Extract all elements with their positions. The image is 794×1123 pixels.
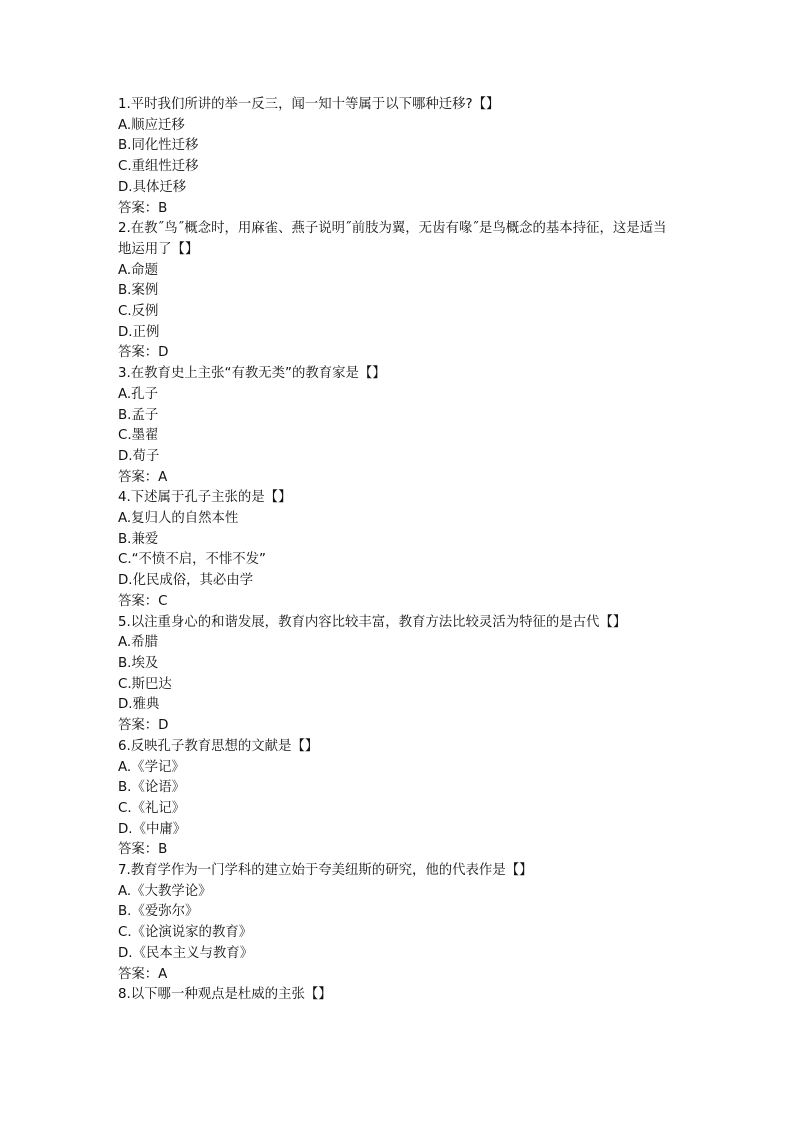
option-d: D.《中庸》 [118, 821, 187, 837]
question-stem: 1.平时我们所讲的举一反三，闻一知十等属于以下哪种迁移?【】 [118, 97, 500, 112]
answer-line: 答案：A [118, 469, 168, 485]
option-a: A.顺应迁移 [118, 117, 185, 133]
question-stem: 5.以注重身心的和谐发展，教育内容比较丰富，教育方法比较灵活为特征的是古代【】 [118, 614, 627, 630]
question-block [118, 737, 678, 861]
question-block [118, 219, 678, 364]
option-d: D.具体迁移 [118, 179, 187, 195]
option-d: D.荀子 [118, 448, 160, 464]
answer-line: 答案：A [118, 966, 168, 982]
question-stem: 4.下述属于孔子主张的是【】 [118, 490, 292, 506]
option-b: B.埃及 [118, 655, 159, 671]
answer-line: 答案：D [118, 718, 169, 734]
option-c: C.反例 [118, 304, 159, 320]
option-b: B.兼爱 [118, 531, 159, 547]
option-d: D.化民成俗，其必由学 [118, 573, 254, 589]
option-a: A.《大教学论》 [118, 883, 212, 899]
question-stem: 3.在教育史上主张“有教无类”的教育家是【】 [118, 366, 386, 382]
question-block [118, 95, 678, 219]
question-block [118, 488, 678, 612]
option-c: C.《礼记》 [118, 800, 186, 816]
answer-line: 答案：C [118, 593, 168, 609]
option-c: C.“不愤不启，不悱不发” [118, 552, 266, 568]
document-page [118, 95, 678, 1006]
answer-line: 答案：B [118, 842, 168, 858]
option-b: B.案例 [118, 283, 159, 299]
option-a: A.希腊 [118, 635, 158, 651]
option-d: D.正例 [118, 324, 160, 340]
question-stem: 6.反映孔子教育思想的文献是【】 [118, 738, 319, 754]
option-c: C.《论演说家的教育》 [118, 925, 253, 941]
answer-line: 答案：B [118, 200, 168, 216]
option-b: B.同化性迁移 [118, 138, 199, 154]
question-block [118, 613, 678, 737]
option-b: B.孟子 [118, 407, 159, 423]
question-stem: 8.以下哪一种观点是杜威的主张【】 [118, 987, 332, 1003]
option-a: A.复归人的自然本性 [118, 511, 239, 527]
option-a: A.命题 [118, 262, 158, 278]
option-c: C.斯巴达 [118, 676, 172, 692]
question-stem: 7.教育学作为一门学科的建立始于夸美纽斯的研究，他的代表作是【】 [118, 863, 533, 879]
option-a: A.《学记》 [118, 759, 185, 775]
answer-line: 答案：D [118, 345, 169, 361]
question-block [118, 364, 678, 488]
question-block [118, 985, 678, 1006]
question-stem: 2.在教˝鸟˝概念时，用麻雀、燕子说明˝前肢为翼，无齿有喙˝是鸟概念的基本持征，这是适当地运用了【】 [118, 221, 667, 257]
option-d: D.《民本主义与教育》 [118, 945, 254, 961]
option-a: A.孔子 [118, 386, 158, 402]
option-c: C.墨翟 [118, 428, 159, 444]
option-d: D.雅典 [118, 697, 160, 713]
option-c: C.重组性迁移 [118, 159, 199, 175]
question-block [118, 861, 678, 985]
option-b: B.《论语》 [118, 780, 186, 796]
option-b: B.《爱弥尔》 [118, 904, 199, 920]
